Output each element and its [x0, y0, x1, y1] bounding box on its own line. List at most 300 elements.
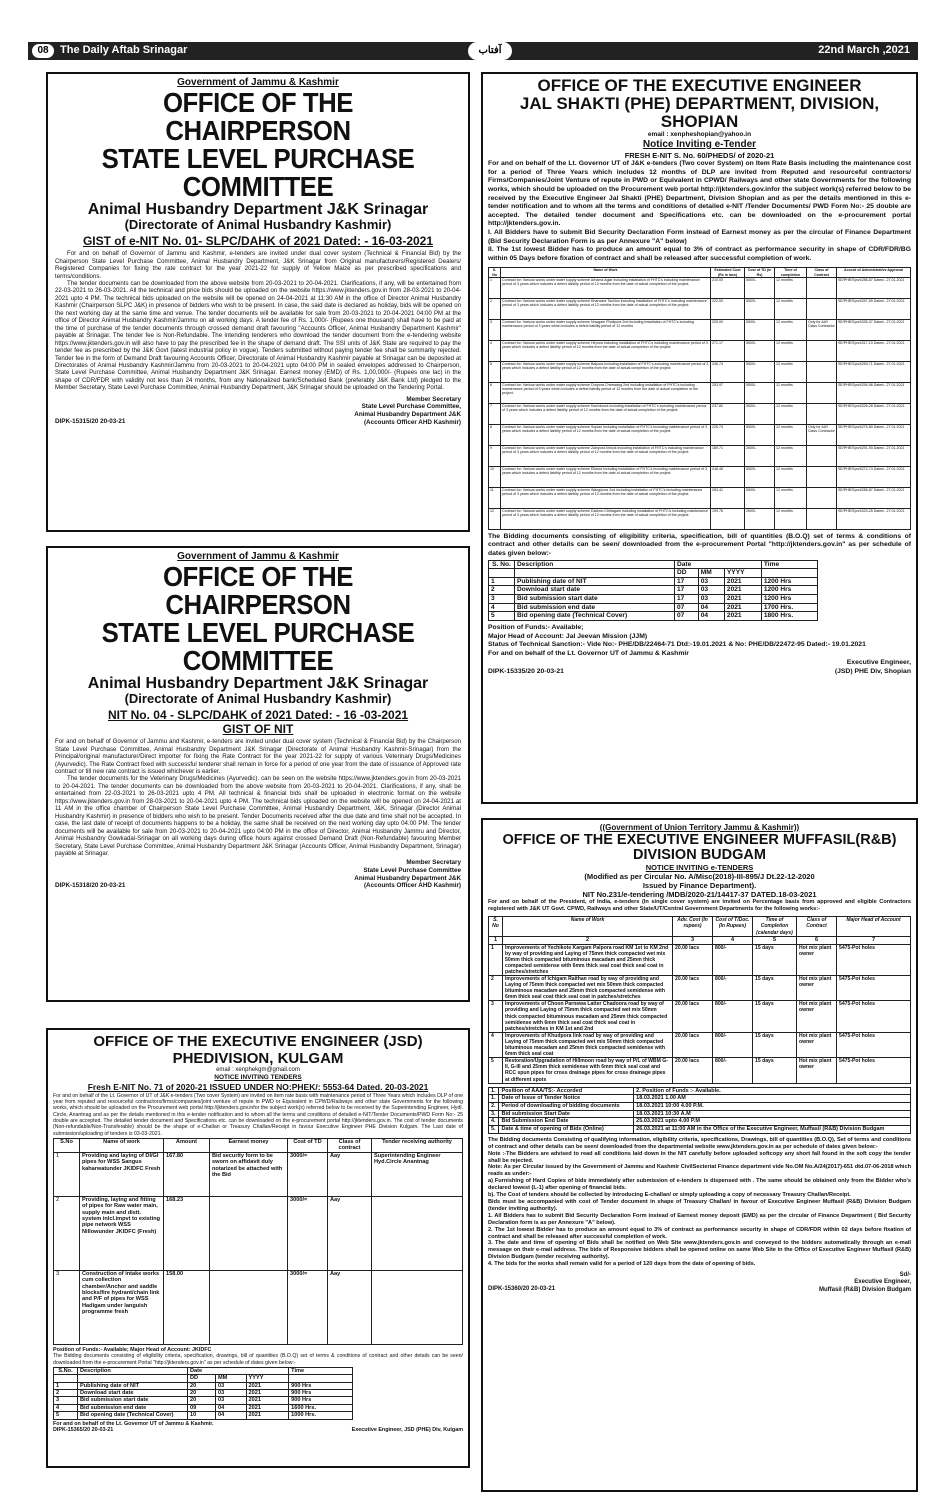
- ad1-title2: STATE LEVEL PURCHASE COMMITTEE: [101, 143, 415, 203]
- table-header-row: [489, 560, 818, 569]
- cell: Contract for: Various works under water supply scheme Zainpora Imlock including installation of FHTC's including maintenance period of 3 years which includes a defect liability period of 12 months from the date of actual completion of the project.: [501, 445, 711, 466]
- cell: 04: [698, 603, 724, 612]
- cell: 25.03.2021 upto 4.00 P.M: [634, 1118, 911, 1126]
- cell: Position of AAA/TS:- Accorded: [499, 1087, 634, 1095]
- table-row: [489, 298, 911, 319]
- cell: Download start date: [78, 1390, 188, 1397]
- cell: 12 months: [775, 445, 807, 466]
- ad4-intro: For and on behalf of the Lt. Governor UT of J&K e-tenders (Two cover System) on Item Rate Basis including the maintenance cost for a period of Three Years which includes 12 months of DLP are invited from Reputed and resourceful contractors/ Firms/Companies/Joint Venture of repute in PWD or Equivalent in CPWD/ Railways and other state Governments for the following works, which should be uploaded on the Procurement web portal http://jktenders.gov.infor the subject work(s) referred below to be received by the Executive Engineer Jal Shakti (PHE) Department, Division Shopian and as per the details mentioned in this e-tender notification and to whom all the terms and conditions of detailed e-NIT /Tender Documents/ PWD Form No:- 25 double are accepted. The detailed tender document and Specifications etc. can be downloaded on the e-procurement portal http://jktenders.gov.in.: [488, 160, 911, 228]
- cell: 1: [54, 1152, 80, 1196]
- ad2-sign-line: Member Secretary: [406, 859, 461, 867]
- col-header: Cost of T/Doc. (In Rupees): [713, 916, 753, 936]
- column-number: 3: [673, 937, 713, 944]
- cell: 15 days: [753, 1032, 797, 1057]
- cell: 15 days: [753, 976, 797, 1001]
- column-number: 6: [797, 937, 837, 944]
- cell: Hot mix plant owner: [797, 1001, 837, 1032]
- table-row: [489, 603, 818, 612]
- ad3-title: OFFICE OF THE EXECUTIVE ENGINEER (JSD) PHEDIVISION, KULGAM: [93, 1033, 423, 1067]
- ad3-sign: Executive Engineer, JSD (PHE) Div, Kulgam: [351, 1427, 463, 1434]
- ad2-body: [55, 738, 461, 857]
- cell: [372, 1270, 463, 1344]
- cell: 20: [188, 1390, 216, 1397]
- ad4-point-1: I. All Bidders have to submit Bid Security Declaration Form instead of Earnest money as per the circular of Finance Department (Bid Security Declaration Form is as per Annexure "A" below): [488, 229, 911, 245]
- cell: 04: [215, 1412, 246, 1419]
- tender-ad-shopian: [481, 72, 918, 804]
- cell: 2600/-: [745, 445, 775, 466]
- ad2-sign-line: State Level Purchase Committee: [363, 867, 461, 875]
- table-row: [489, 277, 911, 298]
- ad5-point-b: b). The Cost of tenders should be collected by introducing E-challan/ or simply uploading a copy of necessary Treasury Challan/Receipt.: [488, 1192, 851, 1199]
- cell: 03: [698, 594, 724, 603]
- ad2-title1: OFFICE OF THE CHAIRPERSON: [162, 561, 354, 621]
- col-header: Time: [289, 1367, 353, 1374]
- cell: Contract for: Various works under water supply scheme Hirpora including installation of FHTC's including maintenance period of 3 years which includes a defect liability period of 12 months from the date of actual completion of the project.: [501, 340, 711, 361]
- ad2-gov: Government of Jammu & Kashmir: [177, 551, 339, 562]
- col-header: Major Head of Account: [837, 916, 911, 936]
- ad5-point-1: 1. All Bidders has to submit Bid Security Declaration Form instead of Earnest money deposit (EMD) as per the circular of Finance Department ( Bid Security Declaration form is as per Annexure "A" below).: [488, 1212, 911, 1226]
- cell: 20.00 lacs: [673, 944, 713, 975]
- cell: 283.41: [711, 487, 745, 508]
- cell: 5500/-: [745, 319, 775, 340]
- ad2-para2: The tender documents for the Veterinary Drugs/Medicines (Ayurvedic). can be seen on the website https://www.jktenders.gov.in from 20-03-2021 to 20-04-2021. The tender documents can be downloaded from the above website from 20-03-2021 to 20-04-2021. Clarifications, if any, shall be entertained from 22-03-2021 to 26-03-2021 upto 4 PM. All technical & financial bids shall be uploaded in electronic format on the website https://www.jktenders.gov.in from 28-03-2021 to 20-04-2021 upto 4 PM. The technical bids uploaded on the website will be opened on 24-04-2021 at 11 AM in the office chamber of Chairperson State Level Purchase Committee, Animal Husbandry Department, J&K, Srinagar (Director Animal Husbandry Kashmir) in presence of bidders who wish to be present. Tender Documents received after the due date and time shall not be accepted. In case, the last date of receipt of documents happens to be a holiday, the same shall be received on the next working day upto 04.00 PM. The tender documents will be available for sale from 20-03-2021 to 20-04-2021 upto 04:00 PM in the office of Director, Animal Husbandry Jammu and Director, Animal Husbandry Gowkadal-Srinagar on all working days during office hours against crossed Demand Draft (Non-Refundable) favouring Member Secretary, State Level Purchase Committee, Animal Husbandry Department J&K Srinagar (Accounts Officer, Animal Husbandry Department, Srinagar) payable at Srinagar.: [55, 775, 461, 857]
- col-header: Name of Work: [501, 268, 711, 277]
- cell: 26.03.2021 at 11:00 AM in the Office of the Executive Engineer, Muffasil (R&B) Division Budgam: [634, 1126, 911, 1134]
- table-row: [489, 612, 818, 621]
- ad3-bidding: The Bidding documents consisting of eligibility criteria, specification, drawings, bill of quantities (B.O.Q) set of terms & conditions of contract and other details can be seen/ downloaded from the e-procurement Portal "http://jktenders.gov.in" as per schedule of dates given below:-: [53, 1353, 463, 1366]
- cell: 04: [215, 1404, 246, 1411]
- table-header-row: [489, 268, 911, 277]
- cell: 17: [675, 577, 699, 586]
- cell: SE/PHE/Spn/4285-87 Dated:- 27.01.2021: [837, 277, 911, 298]
- ad1-dipk: DIPK-15315/20 20-03-21: [55, 418, 126, 426]
- cell: 6: [489, 382, 501, 403]
- ad5-sign-line: Executive Engineer,: [854, 1279, 911, 1286]
- cell: Contract for: Various works under water supply scheme Wangipora 2nd including installation of FHTC's including maintenance period of 3 years which includes a defect liability period of 12 months from the date of actual completion of the project.: [501, 487, 711, 508]
- ad3-schedule-table: [53, 1367, 353, 1420]
- cell: 15 days: [753, 1001, 797, 1032]
- ad4-for: For and on behalf of the Lt. Governor UT of Jammu & Kashmir: [488, 650, 689, 658]
- cell: Contract for: Various works under water supply scheme Ellaora including installation of FHTC's including maintenance period of 3 years which includes a defect liability period of 12 months from the date of actual completion of the project.: [501, 466, 711, 487]
- cell: Date & time of opening of Bids (Online): [499, 1126, 634, 1134]
- cell: 2021: [246, 1382, 289, 1389]
- table-header-row: [54, 1367, 353, 1374]
- cell: 189.71: [711, 445, 745, 466]
- cell: 5500/-: [745, 298, 775, 319]
- cell: 5500/-: [745, 487, 775, 508]
- cell: Contract for: Various works under water supply scheme Arhama Agiar including installation of FHTC's including maintenance period of 3 years which includes a defect liability period of 12 months from the date of actual completion of the project.: [501, 277, 711, 298]
- masthead: [28, 42, 918, 60]
- cell: 5500/-: [745, 382, 775, 403]
- ad3-dipk: DIPK-15365/20 20-03-21: [53, 1427, 114, 1434]
- cell: SE/PHE/Spn/4317-19 Dated:- 27.01.2021: [837, 340, 911, 361]
- cell: 5475-Pot holes: [837, 1001, 911, 1032]
- cell: 03: [698, 577, 724, 586]
- ad5-nit-head: NOTICE INVITING e-TENDERS: [645, 862, 754, 872]
- col-subheader: YYYY: [246, 1375, 289, 1382]
- cell: SE/PHE/Spn/4272-74 Dated:- 27.01.2021: [837, 466, 911, 487]
- ad4-point-2: II. The 1st lowest Bidder has to produce an amount equal to 3% of contract as performance security in shape of CDR/FDR/BG within 05 Days before fixation of contract and shall be released after successful completion of work.: [488, 246, 911, 262]
- cell: 1600 Hrs.: [289, 1404, 353, 1411]
- cell: 168.23: [164, 1196, 210, 1270]
- column-number: 7: [837, 937, 911, 944]
- cell: 5: [54, 1412, 78, 1419]
- col-header: S. No: [489, 268, 501, 277]
- ad5-point-4: 4. The bids for the works shall remain valid for a period of 120 days from the date of opening of bids.: [488, 1261, 756, 1268]
- col-header: Description: [78, 1367, 188, 1374]
- cell: 5: [489, 612, 515, 621]
- cell: 5: [489, 361, 501, 382]
- cell: Period of downloading of bidding documents: [499, 1103, 634, 1111]
- cell: 199.76: [711, 508, 745, 529]
- cell: 248.46: [711, 466, 745, 487]
- ad1-dept: Animal Husbandry Department J&K Srinagar: [87, 201, 429, 219]
- cell: 10: [489, 466, 501, 487]
- cell: Bid submission start date: [78, 1397, 188, 1404]
- cell: 3.: [489, 1110, 499, 1118]
- cell: 12 months: [775, 466, 807, 487]
- cell: 5: [489, 1058, 503, 1083]
- cell: 04: [698, 612, 724, 621]
- cell: Aay: [328, 1152, 372, 1196]
- cell: [807, 382, 837, 403]
- cell: 1700 Hrs.: [761, 603, 817, 612]
- table-row: [54, 1390, 353, 1397]
- cell: 20.00 lacs: [673, 976, 713, 1001]
- cell: 2021: [724, 603, 761, 612]
- cell: Contract for: Various works under water supply scheme Nowgam Pholipora 2nd including installation of FHTC's including maintenance period of 3 years which includes a defect liability period of 12 months: [501, 319, 711, 340]
- cell: 3: [54, 1270, 80, 1344]
- cell: [210, 1270, 288, 1344]
- cell: Bid submission end date: [515, 603, 675, 612]
- cell: Aay: [328, 1270, 372, 1344]
- table-header-row: [54, 1139, 463, 1153]
- cell: 5500/-: [745, 424, 775, 445]
- cell: 4: [489, 340, 501, 361]
- cell: 12 months: [775, 319, 807, 340]
- cell: 2021: [724, 586, 761, 595]
- table-row: [489, 1118, 911, 1126]
- ad4-title2: JAL SHAKTI (PHE) DEPARTMENT, DIVISION, SHOPIAN: [519, 94, 880, 131]
- ad2-gist: GIST OF NIT: [222, 722, 294, 737]
- cell: 17: [675, 586, 699, 595]
- ad5-issued: Issued by Finance Department).: [642, 881, 757, 891]
- cell: 1200 Hrs: [761, 577, 817, 586]
- cell: 09: [188, 1404, 216, 1411]
- table-row: [489, 1110, 911, 1118]
- ad5-intro: For and on behalf of the President, of India, e-tenders (In single cover system) are invited on Percentage basis from approved and eligible Contractors registered with J&K UT Govt. CPWD, Railways and other State/UT/Central Government Departments for the following works:-: [488, 899, 911, 913]
- col-header: S.No.: [54, 1367, 78, 1374]
- cell: 12 months: [775, 298, 807, 319]
- col-header: Class of Contract: [807, 268, 837, 277]
- ad1-gov: Government of Jammu & Kashmir: [177, 77, 339, 88]
- cell: 2: [489, 298, 501, 319]
- ad3-intro: For and on behalf of the Lt. Governor of UT of J&K e-tenders (Two cover System) are invited on item rate basis with maintenance period of Three Years which includes DLP of one year from reputed and resourceful contractors/firms/companies/joint venture of repute in PWD or Equivalent in CPWD/Railways and other state Governments for the following works, which should be uploaded on the Procurement web portal http://jktenders.gov.infor the subject work(s) referred below to be received by the Superintending Engineer, Hydl. Circle, Anantnag and as per the details mentioned in this e-tender notification and to whom all the terms and conditions of detailed e-NIT/Tender Documents/PWD Form No:- 25 double are accepted. The detailed tender document and Specifications etc. can be downloaded on the e-procurement portal http://jktenders.gov.in. The cost of tender documents (Non-refundable/Non-Transferable) should be the shape of e-Challan or Treasury Challan/Receipt in favour Executive Engineer PHE Division Kulgam. The Last date of submission/uploading of tenders is 03-03-2021.: [53, 1092, 463, 1137]
- table-row: [489, 1095, 911, 1103]
- table-row: [54, 1404, 353, 1411]
- cell: [807, 340, 837, 361]
- cell: 5500/-: [745, 466, 775, 487]
- cell: Providing and laying of DI/GI pipes for WSS Sangus kaharwatunder JKIDFC Fresh: [80, 1152, 164, 1196]
- column-number: 4: [713, 937, 753, 944]
- ad5-nit-no: NIT No.231/e-tendering /MDB/2020-21/14417-37 DATED.18-03-2021: [582, 890, 817, 900]
- ad5-bids: Bids must be accompanied with cost of Tender document in shape of Treasury Challan/ in favour of Executive Engineer Muffasil (R&B) Division Budgam (tender inviting authority).: [488, 1198, 911, 1212]
- col-header: Amount: [164, 1139, 210, 1153]
- col-subheader: MM: [215, 1375, 246, 1382]
- cell: SE/PHE/Spn/4291-93 Dated:- 27.01.2021: [837, 445, 911, 466]
- cell: 2.: [489, 1103, 499, 1111]
- cell: 12 months: [775, 487, 807, 508]
- cell: Restoration/Upgradation of Hillmoon road by way of P/L of WBM G-II, G-III and 25mm thick semidense with 6mm thick seal coat and RCC spun pipes for cross drainage pipes for cross drainage pipes at different spots: [503, 1058, 673, 1083]
- cell: [807, 403, 837, 424]
- cell: 03: [215, 1390, 246, 1397]
- cell: 2600/-: [745, 508, 775, 529]
- cell: 271.17: [711, 340, 745, 361]
- col-header: Cost of TD: [288, 1139, 328, 1153]
- cell: 2: [489, 976, 503, 1001]
- cell: 12 months: [775, 382, 807, 403]
- ad5-point-3: 3. The date and time of opening of Bids shall be notified on Web Site www.jktenders.gov.in and conveyed to the bidders automatically through an e-mail message on their e-mail address. The bids of Responsive bidders shall be opened online on same Web Site in the Office of Executive Engineer Muffasil (R&B) Division Budgam (tender receiving authority).: [488, 1240, 911, 1261]
- cell: 15 days: [753, 944, 797, 975]
- ad4-status: Status of Technical Sanction:- Vide No:- PHE/DB/22464-71 Dtd:-19.01.2021 & No: PHE/DB/22472-95 Dated:- 19.01.2021: [488, 641, 866, 649]
- table-row: [489, 382, 911, 403]
- cell: 167.80: [164, 1152, 210, 1196]
- ad1-para1: For and on behalf of Governor of Jammu and Kashmir, e-tenders are invited under dual cover system (Technical & Financial Bid) by the Chairperson State Level Purchase Committee, Animal Husbandry Department, J&K Srinagar from Original manufacturers/Registered Dealers/ Registered Companies for fixing the rate contract for the year 2021-22 for supply of Yellow Maize as per prescribed specifications and terms/conditions.: [55, 250, 461, 280]
- cell: 1800 Hrs.: [761, 612, 817, 621]
- col-header: Class of contract: [328, 1139, 372, 1153]
- cell: 4: [489, 1032, 503, 1057]
- cell: 2021: [724, 612, 761, 621]
- col-header: Adv. Cost (In rupees): [673, 916, 713, 936]
- ad4-bidding: The Bidding documents consisting of eligibility criteria, specification, bill of quantities (B.O.Q) set of terms & conditions of contract and other details can be seen/ downloaded from the e-procurement Portal "http://jktenders.gov.in" as per schedule of dates given below:-: [488, 532, 911, 557]
- col-header: Cost of TD (in Rs): [745, 268, 775, 277]
- ad2-dept: Animal Husbandry Department J&K Srinagar: [87, 675, 429, 693]
- cell: 237.80: [711, 403, 745, 424]
- ad3-funds: Position of Funds:- Available; Major Head of Account: JKIDFC: [53, 1346, 212, 1353]
- tender-ad-slpc-maize: [46, 72, 470, 532]
- cell: SE/PHE/Spn/4285-87 Dated:- 27.01.2021: [837, 487, 911, 508]
- ad5-works-table: [488, 916, 911, 1084]
- cell: Bid submission start date: [515, 594, 675, 603]
- cell: 3: [489, 319, 501, 340]
- table-row: [489, 466, 911, 487]
- ad4-sign-line: (JSD) PHE Div, Shopian: [834, 667, 911, 675]
- cell: 03: [698, 586, 724, 595]
- cell: Improvements of Choon Parnewa Latter Chadoora road by way of providing and Laying of 75mm thick compacted wet mix 50mm thick compacted bituminous macadam and 25mm thick compacted semidense with 6mm thick seal coat thick seal coat in patches/stretches in KM 1st and 2nd: [503, 1001, 673, 1032]
- ad3-nit-head: NOTICE INVITING TENDERS: [214, 1074, 302, 1082]
- cell: 5500/-: [745, 277, 775, 298]
- cell: 800/-: [713, 944, 753, 975]
- cell: 800/-: [713, 976, 753, 1001]
- col-header: Time: [761, 560, 817, 569]
- ad2-sign-line: Animal Husbandry Department J&K: [354, 874, 461, 882]
- cell: 3: [489, 1001, 503, 1032]
- ad5-modified: (Modified as per Circular No. A/Misc(2018)-III-895/J Dt.22-12-2020: [584, 871, 815, 881]
- column-number: 2: [503, 937, 673, 944]
- cell: Publishing date of NIT: [515, 577, 675, 586]
- cell: SE/PHE/Spn/4335-37 Dated:- 27.01.2021: [837, 319, 911, 340]
- table-row: [489, 424, 911, 445]
- table-subheader-row: [54, 1375, 353, 1382]
- col-header: S. No: [489, 916, 503, 936]
- ad2-title2: STATE LEVEL PURCHASE COMMITTEE: [101, 617, 415, 677]
- cell: 1000 Hrs.: [289, 1412, 353, 1419]
- col-header: S. No.: [489, 560, 515, 569]
- cell: Contract for: Various works under water supply scheme Balpora including installation of FHTC's including maintenance period of 3 years which includes a defect liability period of 12 months from the date of actual completion of the project.: [501, 361, 711, 382]
- cell: SE/PHE/Spn/4275-80 Dated:- 27.01.2021: [837, 424, 911, 445]
- cell: Only for AAY Class Contractor: [807, 424, 837, 445]
- cell: 253.97: [711, 382, 745, 403]
- ad4-title1: OFFICE OF THE EXECUTIVE ENGINEER: [537, 76, 862, 95]
- cell: 2: [54, 1390, 78, 1397]
- cell: SE/PHE/Spn/4294-96 Dated:- 27.01.2021: [837, 382, 911, 403]
- col-header: Time of completion: [775, 268, 807, 277]
- col-header: Date: [188, 1367, 289, 1374]
- cell: 2: [54, 1196, 80, 1270]
- cell: 1: [489, 944, 503, 975]
- ad3-enit: Fresh E-NIT No. 71 of 2020-21 ISSUED UNDER NO:PHEK/: 5553-64 Dated. 20-03-2021: [87, 1082, 429, 1093]
- cell: 12 months: [775, 403, 807, 424]
- table-row: [489, 1058, 911, 1083]
- cell: 222.00: [711, 298, 745, 319]
- cell: Contract for: Various works under water supply scheme Durpora Cheewang 2nd including installation of FHTC's including maintenance period of 3 years which includes a defect liability period of 12 months from the date of actual completion of the project.: [501, 382, 711, 403]
- table-row: [489, 976, 911, 1001]
- cell: 07: [675, 612, 699, 621]
- cell: SE/PHE/Spn/4269-71 Dated:- 27.01.2021: [837, 361, 911, 382]
- cell: Improvements of Yechikote Kargam Palpora road KM 1st to KM 2nd by way of providing and Laying of 75mm thick compacted wet mix 50mm thick compacted bituminous macadam and 25mm thick compacted semidense with 6mm thick seal coat thick seal coat in patches/stretches: [503, 944, 673, 975]
- page-number: 08: [32, 44, 54, 58]
- paper-name: The Daily Aftab Srinagar: [60, 44, 188, 57]
- cell: 5500/-: [745, 403, 775, 424]
- ad2-sign-line: (Accounts Officer AHD Kashmir): [363, 882, 461, 890]
- table-row: [489, 361, 911, 382]
- cell: Hot mix plant owner: [797, 1058, 837, 1083]
- cell: 3000/=: [288, 1152, 328, 1196]
- cell: 20: [188, 1382, 216, 1389]
- table-row: [489, 1087, 911, 1095]
- table-row: [489, 594, 818, 603]
- table-header-row: [489, 916, 911, 936]
- cell: SE/PHE/Spn/4326-28 Dated:- 27.01.2021: [837, 403, 911, 424]
- ad3-for: For and on behalf of the Lt. Governor UT of Jammu & Kashmir.: [53, 1420, 214, 1427]
- col-header: Earnest money: [210, 1139, 288, 1153]
- cell: 900 Hrs: [289, 1382, 353, 1389]
- ad5-point-a: a) Furnishing of Hard Copies of bids immediately after submission of e-tenders is dispensed with . The same should be obtained only from the Bidder who's declared lowest (L-1) after opening of financial bids.: [488, 1178, 911, 1192]
- ad1-gist: GIST of e-NIT No. 01- SLPC/DAHK of 2021 Dated: - 16-03-2021: [82, 234, 434, 249]
- cell: Contract for: Various works under water supply scheme Kharwara Tachloo including installation of FHTC's including maintenance period of 3 years which includes a defect liability period of 12 months from the date of actual completion of the project.: [501, 298, 711, 319]
- col-header: S.No: [54, 1139, 80, 1153]
- cell: [372, 1196, 463, 1270]
- cell: 1: [54, 1382, 78, 1389]
- cell: 10: [188, 1412, 216, 1419]
- table-row: [54, 1152, 463, 1196]
- cell: [807, 487, 837, 508]
- cell: 07: [675, 603, 699, 612]
- cell: 800/-: [713, 1058, 753, 1083]
- ad4-schedule-table: [488, 560, 818, 621]
- cell: 210.00: [711, 277, 745, 298]
- cell: 11: [489, 487, 501, 508]
- cell: Construction of intake works cum collection chamber/Anchor and saddle blocks/fire hydrant/chain link and P/F of pipes for WSS Hadigam under languish programme fresh: [80, 1270, 164, 1344]
- ad5-sign-line: Sd/-: [899, 1272, 911, 1279]
- cell: 12 months: [775, 361, 807, 382]
- ad5-title: OFFICE OF THE EXECUTIVE ENGINEER MUFFASIL(R&B) DIVISION BUDGAM: [502, 831, 897, 863]
- col-header: Tender receiving authority: [372, 1139, 463, 1153]
- ad3-works-table: [53, 1138, 463, 1345]
- cell: SE/PHE/Spn/4257-59 Dated:- 27.01.2021: [837, 298, 911, 319]
- table-row: [54, 1412, 353, 1419]
- cell: Improvements of Khudpora link road by way of providing and Laying of 75mm thick compacted wet mix 50mm thick compacted bituminous macadam and 25mm thick compacted semidense with 6mm thick seal coat: [503, 1032, 673, 1057]
- cell: 3: [54, 1397, 78, 1404]
- col-header: Estimated Cost (Rs in lacs): [711, 268, 745, 277]
- col-header: Name of Work: [503, 916, 673, 936]
- ad4-head: Major Head of Account: Jal Jeevan Mission (JJM): [488, 632, 648, 640]
- ad4-funds: Position of Funds:- Available;: [488, 623, 584, 631]
- cell: 2021: [246, 1404, 289, 1411]
- col-subheader: YYYY: [724, 569, 761, 578]
- cell: 5500/-: [745, 361, 775, 382]
- ad1-sign-line: Member Secretary: [406, 395, 461, 403]
- cell: Bid submission Start Date: [499, 1110, 634, 1118]
- ad5-point-2: 2. The 1st lowest Bidder has to produce an amount equal to 3% of contract as performance security in shape of CDR/FDR within 02 days before fixation of contract and shall be released after successful completion of work.: [488, 1226, 911, 1240]
- ad1-body: [55, 250, 461, 392]
- cell: 12: [489, 508, 501, 529]
- cell: Hot mix plant owner: [797, 976, 837, 1001]
- cell: 20.00 lacs: [673, 1001, 713, 1032]
- table-row: [489, 1032, 911, 1057]
- cell: 2021: [724, 594, 761, 603]
- table-row: [489, 1126, 911, 1134]
- cell: Download start date: [515, 586, 675, 595]
- cell: 15 days: [753, 1058, 797, 1083]
- tender-ad-slpc-drugs: [46, 546, 470, 1002]
- cell: 5475-Pot holes: [837, 944, 911, 975]
- cell: 8: [489, 424, 501, 445]
- ad4-dipk: DIPK-15335/20 20-03-21: [488, 667, 564, 675]
- cell: 17: [675, 594, 699, 603]
- ad4-email: email : xenpheshopian@yahoo.in: [647, 131, 752, 138]
- ad1-sign-line: (Accounts Officer AHD Kashmir): [363, 418, 461, 426]
- cell: 1: [489, 277, 501, 298]
- cell: Only for AAY Class Contractor: [807, 319, 837, 340]
- table-row: [489, 577, 818, 586]
- cell: 03: [215, 1382, 246, 1389]
- table-row: [489, 1103, 911, 1111]
- ad5-bidding: The Bidding documents Consisting of qualifying information, eligibility criteria, specifications, Drawings, bill of quantities (B.O.Q), Set of terms and conditions of contract and other details can be seen/ downloaded from the departmental website www.jktenders.gov.in as per schedule of dates given below:-: [488, 1136, 911, 1150]
- ad2-dir: (Directorate of Animal Husbandry Kashmir): [124, 691, 392, 707]
- ad2-dipk: DIPK-15318/20 20-03-21: [55, 881, 126, 889]
- cell: 20: [188, 1397, 216, 1404]
- cell: 1.: [489, 1087, 499, 1095]
- col-subheader: DD: [188, 1375, 216, 1382]
- ad1-sign-line: State Level Purchase Committee,: [361, 403, 461, 411]
- cell: Contract for: Various works under water supply scheme Kachdoora including installation of FHTC's including maintenance period of 3 years which includes a defect liability period of 12 months from the date of actual completion of the project.: [501, 403, 711, 424]
- cell: [807, 277, 837, 298]
- cell: Publishing date of NIT: [78, 1382, 188, 1389]
- cell: 2021: [246, 1397, 289, 1404]
- cell: 900 Hrs: [289, 1397, 353, 1404]
- cell: 2021: [246, 1412, 289, 1419]
- paper-logo: آفتاب: [468, 42, 512, 60]
- cell: 4.: [489, 1118, 499, 1126]
- cell: 5500/-: [745, 340, 775, 361]
- cell: Contract for: Various works under water supply scheme Sopian including installation of FHTC's including maintenance period of 3 years which includes a defect liability period of 12 months from the date of actual completion of the project.: [501, 424, 711, 445]
- table-row: [489, 944, 911, 975]
- table-row: [489, 403, 911, 424]
- cell: [807, 466, 837, 487]
- cell: Providing, laying and fitting of pipes for Raw water main, supply main and distt. system inlcl.impvt to existing pipe network WSS Nillowunder JKIDFC (Fresh): [80, 1196, 164, 1270]
- cell: 1200 Hrs: [761, 586, 817, 595]
